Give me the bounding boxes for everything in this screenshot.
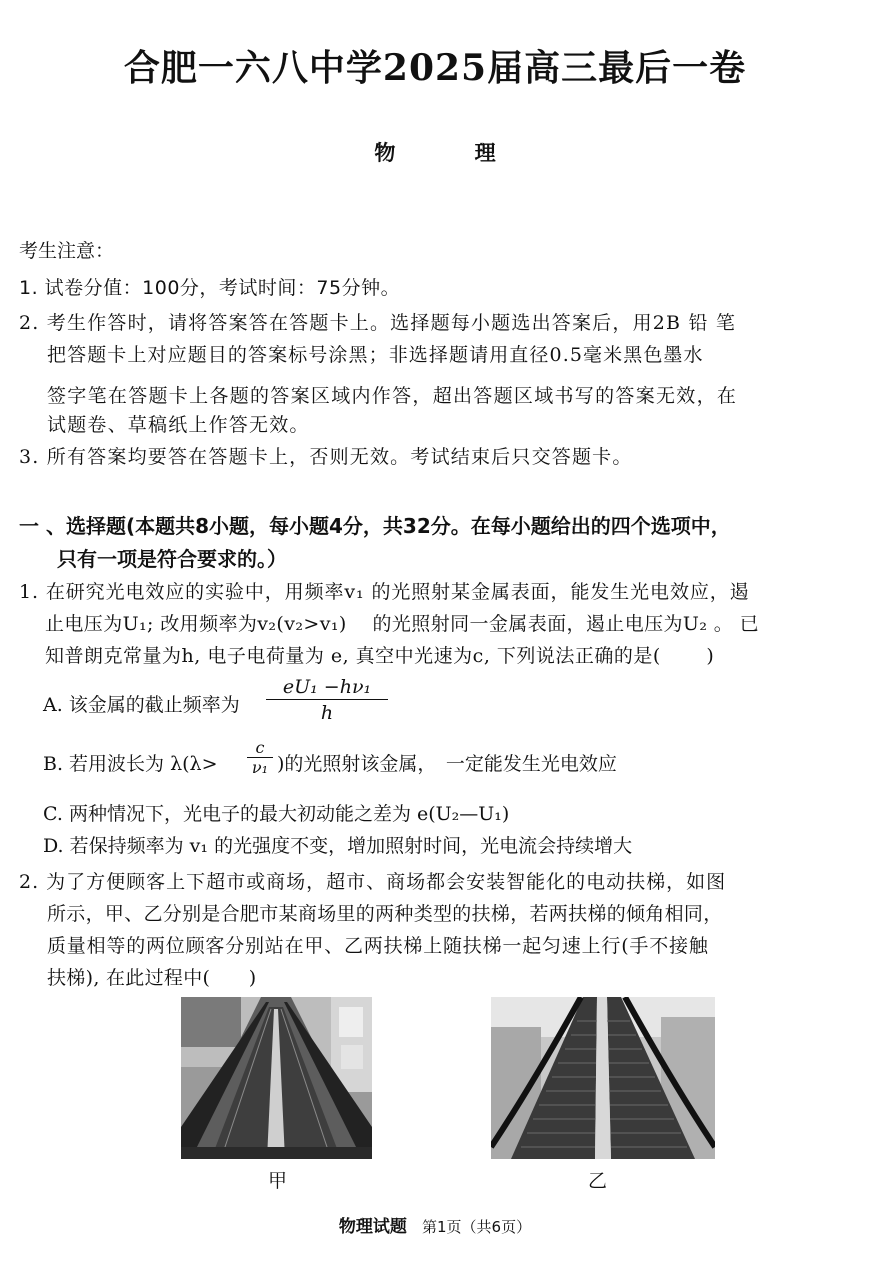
question-1-option-a: A. 该金属的截止频率为 <box>43 694 240 716</box>
footer-page-number: 第1页（共6页） <box>422 1218 532 1236</box>
notice-item-2-line-4: 试题卷、草稿纸上作答无效。 <box>47 414 310 436</box>
option-a-denominator: h <box>320 702 334 724</box>
exam-title: 合肥一六八中学2025届高三最后一卷 <box>123 47 747 89</box>
question-2-line-2: 所示，甲、乙分别是合肥市某商场里的两种类型的扶梯，若两扶梯的倾角相同， <box>47 903 723 925</box>
section-heading-line-2: 只有一项是符合要求的。） <box>57 547 287 571</box>
question-1-option-c: C. 两种情况下，光电子的最大初动能之差为 e(U₂—U₁) <box>43 803 510 825</box>
option-b-denominator: ν₁ <box>251 758 269 777</box>
notice-item-2-line-2: 把答题卡上对应题目的答案标号涂黑；非选择题请用直径0.5毫米黑色墨水 <box>47 344 704 366</box>
option-a-fraction <box>266 676 388 724</box>
notice-item-3: 3. 所有答案均要答在答题卡上，否则无效。考试结束后只交答题卡。 <box>19 446 633 468</box>
question-1-line-2: 止电压为U₁; 改用频率为v₂(v₂>v₁) 的光照射同一金属表面，遏止电压为U₂ 。 已 <box>45 613 760 635</box>
notice-item-2-line-1: 2. 考生作答时，请将答案答在答题卡上。选择题每小题选出答案后，用2B 铅 笔 <box>19 312 737 334</box>
escalator-illustration <box>491 997 715 1159</box>
option-b-fraction <box>247 738 273 777</box>
section-heading-line-1: 一 、选择题(本题共8小题，每小题4分，共32分。在每小题给出的四个选项中， <box>19 514 731 538</box>
subject-heading: 物 理 <box>374 140 496 165</box>
option-b-numerator: c <box>247 738 273 758</box>
page-footer <box>0 1212 870 1237</box>
question-2-line-1: 2. 为了方便顾客上下超市或商场，超市、商场都会安装智能化的电动扶梯，如图 <box>19 871 727 893</box>
photo-caption-jia: 甲 <box>268 1170 288 1192</box>
question-1-option-b: B. 若用波长为 λ(λ> <box>43 753 218 775</box>
question-1-line-3: 知普朗克常量为h, 电子电荷量为 e, 真空中光速为c, 下列说法正确的是( ) <box>45 645 715 667</box>
question-2-line-4: 扶梯), 在此过程中( ) <box>47 967 257 989</box>
escalator-photo-jia <box>181 997 372 1159</box>
question-2-line-3: 质量相等的两位顾客分别站在甲、乙两扶梯上随扶梯一起匀速上行(手不接触 <box>47 935 709 957</box>
option-a-numerator: eU₁ −hν₁ <box>266 676 388 700</box>
walkway-illustration <box>181 997 372 1159</box>
question-1-line-1: 1. 在研究光电效应的实验中，用频率v₁ 的光照射某金属表面，能发生光电效应，遏 <box>19 581 750 603</box>
question-1-option-b-rest: )的光照射该金属， 一定能发生光电效应 <box>277 753 617 775</box>
notice-heading: 考生注意： <box>19 240 115 262</box>
notice-item-2-line-3: 签字笔在答题卡上各题的答案区域内作答，超出答题区域书写的答案无效，在 <box>47 385 738 407</box>
notice-item-1: 1. 试卷分值：100分，考试时间：75分钟。 <box>19 277 401 299</box>
escalator-photo-yi <box>491 997 715 1159</box>
photo-caption-yi: 乙 <box>588 1170 608 1192</box>
question-1-option-d: D. 若保持频率为 v₁ 的光强度不变，增加照射时间，光电流会持续增大 <box>43 835 633 857</box>
footer-subject: 物理试题 <box>338 1217 407 1237</box>
